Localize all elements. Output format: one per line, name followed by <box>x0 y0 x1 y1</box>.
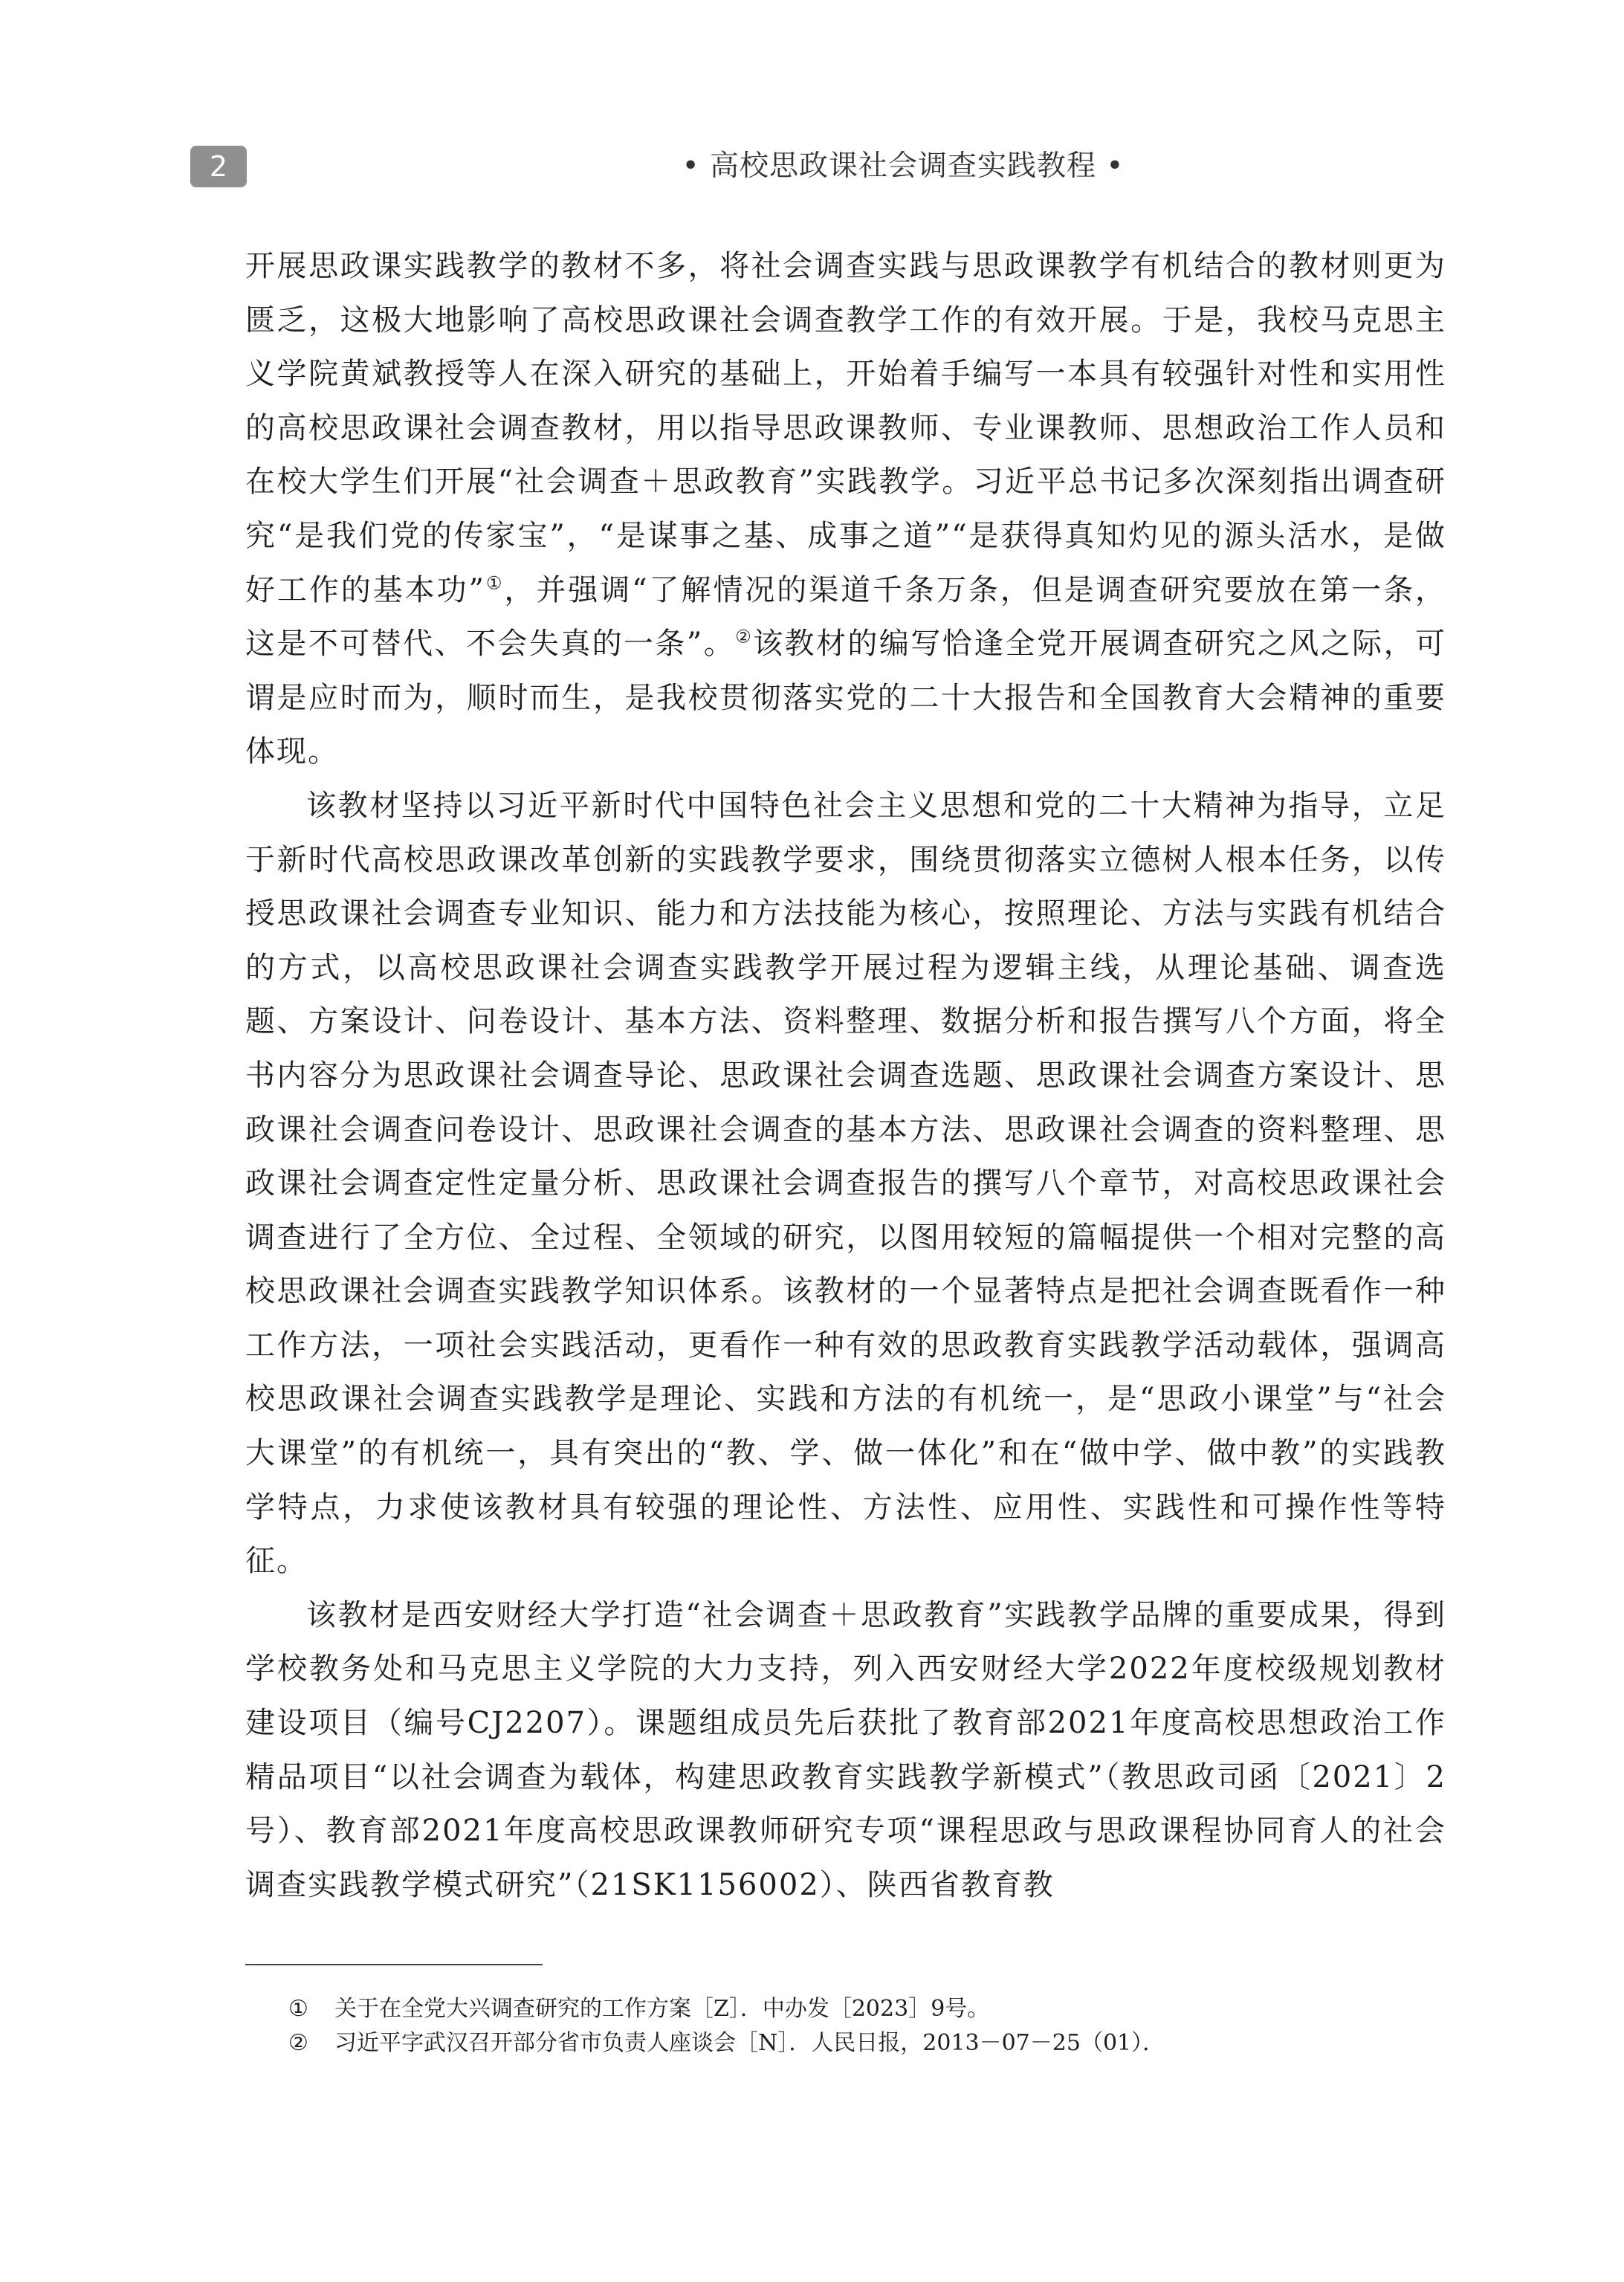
footnote-1 <box>288 1992 1440 2026</box>
paragraph-1-text-3: 该教材的编写恰逢全党开展调查研究之风之际，可谓是应时而为，顺时而生，是我校贯彻落实党的二十大报告和全国教育大会精神的重要体现。 <box>245 627 1446 769</box>
running-title: • 高校思政课社会调查实践教程 • <box>682 149 1125 183</box>
paragraph-1-text-2: ，并强调“了解情况的渠道千条万条，但是调查研究要放在第一条，这是不可替代、不会失真的一条”。 <box>245 572 1447 662</box>
page-number: 2 <box>190 146 247 187</box>
paragraph-1 <box>245 239 1446 779</box>
paragraph-1-text: 开展思政课实践教学的教材不多，将社会调查实践与思政课教学有机结合的教材则更为匮乏，这极大地影响了高校思政课社会调查教学工作的有效开展。于是，我校马克思主义学院黄斌教授等人在深入研究的基础上，开始着手编写一本具有较强针对性和实用性的高校思政课社会调查教材，用以指导思政课教师、专业课教师、思想政治工作人员和在校大学生们开展“社会调查＋思政教育”实践教学。习近平总书记多次深刻指出调查研究“是我们党的传家宝”，“是谋事之基、成事之道”“是获得真知灼见的源头活水，是做好工作的基本功” <box>245 249 1446 607</box>
paragraph-3: 该教材是西安财经大学打造“社会调查＋思政教育”实践教学品牌的重要成果，得到学校教务处和马克思主义学院的大力支持，列入西安财经大学2022年度校级规划教材建设项目（编号CJ2207）。课题组成员先后获批了教育部2021年度高校思想政治工作精品项目“以社会调查为载体，构建思政教育实践教学新模式”（教思政司函〔2021〕2号）、教育部2021年度高校思政课教师研究专项“课程思政与思政课程协同育人的社会调查实践教学模式研究”（21SK1156002）、陕西省教育教 <box>245 1597 1446 1902</box>
footnotes <box>288 1992 1440 2060</box>
footnote-1-mark: ① <box>288 1996 308 2022</box>
footnote-2-mark: ② <box>288 2030 308 2056</box>
footnote-2-text: 习近平字武汉召开部分省市负责人座谈会［N］．人民日报，2013－07－25（01）． <box>334 2030 1165 2056</box>
footnote-2 <box>288 2026 1440 2060</box>
footnote-ref-2[interactable]: ② <box>735 626 754 647</box>
footnote-divider <box>245 1964 543 1965</box>
footnote-1-text: 关于在全党大兴调查研究的工作方案［Z］．中办发［2023］9号。 <box>334 1996 990 2022</box>
footnote-ref-1[interactable]: ① <box>485 572 505 594</box>
body-text <box>245 239 1446 1912</box>
paragraph-2: 该教材坚持以习近平新时代中国特色社会主义思想和党的二十大精神为指导，立足于新时代高校思政课改革创新的实践教学要求，围绕贯彻落实立德树人根本任务，以传授思政课社会调查专业知识、能力和方法技能为核心，按照理论、方法与实践有机结合的方式，以高校思政课社会调查实践教学开展过程为逻辑主线，从理论基础、调查选题、方案设计、问卷设计、基本方法、资料整理、数据分析和报告撰写八个方面，将全书内容分为思政课社会调查导论、思政课社会调查选题、思政课社会调查方案设计、思政课社会调查问卷设计、思政课社会调查的基本方法、思政课社会调查的资料整理、思政课社会调查定性定量分析、思政课社会调查报告的撰写八个章节，对高校思政课社会调查进行了全方位、全过程、全领域的研究，以图用较短的篇幅提供一个相对完整的高校思政课社会调查实践教学知识体系。该教材的一个显著特点是把社会调查既看作一种工作方法，一项社会实践活动，更看作一种有效的思政教育实践教学活动载体，强调高校思政课社会调查实践教学是理论、实践和方法的有机统一，是“思政小课堂”与“社会大课堂”的有机统一，具有突出的“教、学、做一体化”和在“做中学、做中教”的实践教学特点，力求使该教材具有较强的理论性、方法性、应用性、实践性和可操作性等特征。 <box>245 788 1446 1579</box>
